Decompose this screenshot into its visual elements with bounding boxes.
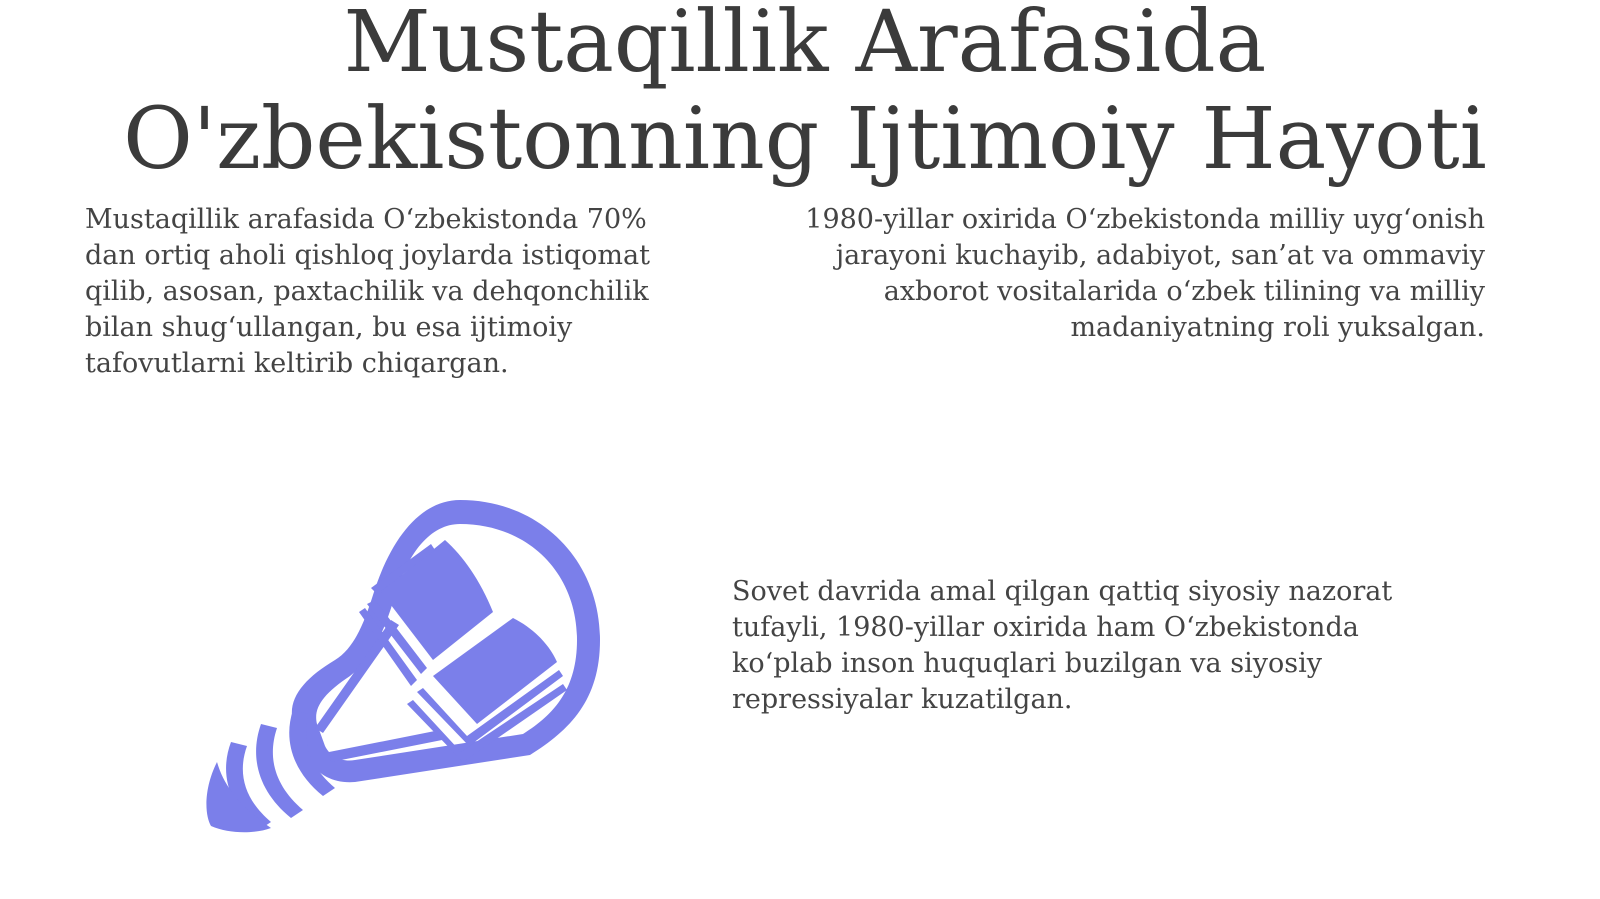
slide-title xyxy=(60,0,1550,188)
slide-title-line-2: O'zbekistonning Ijtimoiy Hayoti xyxy=(123,90,1487,189)
paragraph-rural-population: Mustaqillik arafasida O‘zbekistonda 70% dan ortiq aholi qishloq joylarda istiqomat qilib, asosan, paxtachilik va dehqonchilik bilan shug‘ullangan, bu esa ijtimoiy tafovutlarni keltirib chiqargan. xyxy=(85,204,650,379)
paragraph-political-repression: Sovet davrida amal qilgan qattiq siyosiy nazorat tufayli, 1980-yillar oxirida ham O‘zbekistonda ko‘plab inson huquqlari buzilgan va siyosiy repressiyalar kuzatilgan. xyxy=(732,576,1393,715)
lightbulb-book-icon xyxy=(195,500,615,850)
paragraph-national-awakening: 1980-yillar oxirida O‘zbekistonda milliy uyg‘onish jarayoni kuchayib, adabiyot, san’at va ommaviy axborot vositalarida o‘zbek tilining va milliy madaniyatning roli yuksalgan. xyxy=(805,204,1485,343)
slide-title-line-1: Mustaqillik Arafasida xyxy=(343,0,1267,92)
